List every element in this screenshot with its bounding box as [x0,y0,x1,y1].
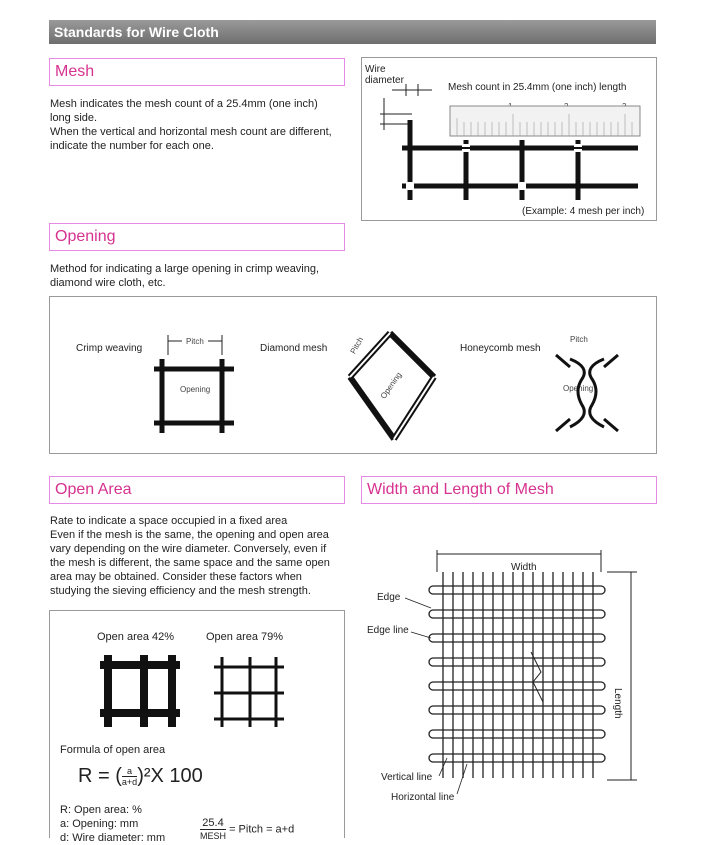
mesh-description [50,97,350,153]
open-area-section-title: Open Area [49,476,345,504]
diamond-pitch-label: Pitch [348,335,366,356]
formula-denominator: a+d [121,777,138,788]
mesh-section-title: Mesh [49,58,345,86]
open-area-42-label: Open area 42% [97,631,175,643]
opening-line-1: Method for indicating a large opening in crimp weaving, [50,263,320,275]
crimp-pitch-label: Pitch [186,337,204,346]
honeycomb-pitch-label: Pitch [570,335,588,344]
width-length-section-title: Width and Length of Mesh [361,476,657,504]
opening-diagram-box [49,296,657,454]
crimp-weaving-label: Crimp weaving [76,343,143,354]
mesh-example-label: (Example: 4 mesh per inch) [522,206,645,217]
open-area-line-2: Even if the mesh is the same, the opening and open area [50,529,329,541]
width-label: Width [511,562,537,573]
crimp-opening-label: Opening [180,385,211,394]
formula-rest: )²X 100 [137,765,203,787]
honeycomb-opening-label: Opening [563,384,594,393]
diamond-mesh-label: Diamond mesh [260,343,328,354]
open-area-79-label: Open area 79% [206,631,284,643]
mesh-line-2: long side. [50,112,98,124]
open-area-line-6: studying the sieving efficiency and the mesh strength. [50,585,311,597]
legend-r: R: Open area: % [60,804,142,816]
open-area-box [49,610,345,844]
mesh-count-label: Mesh count in 25.4mm (one inch) length [448,82,627,93]
edge-label: Edge [377,592,401,603]
wire-label-line-2: diameter [365,75,404,86]
open-area-illustrations [50,651,346,751]
open-area-line-5: area may be obtained. Consider these factors when [50,571,302,583]
wire-cloth-illustration [361,512,657,812]
opening-line-2: diamond wire cloth, etc. [50,277,166,289]
opening-section-title: Opening [49,223,345,251]
mesh-line-1: Mesh indicates the mesh count of a 25.4mm (one inch) [50,98,318,110]
open-area-description [50,514,350,598]
mesh-line-3: When the vertical and horizontal mesh count are different, [50,126,332,138]
vertical-line-label: Vertical line [381,772,433,783]
edge-line-label: Edge line [367,625,409,636]
mesh-diagram-box [361,57,657,221]
pitch-formula [200,817,294,842]
open-area-formula [78,765,203,788]
page-header: Standards for Wire Cloth [49,20,656,44]
diamond-opening-label: Opening [378,370,404,401]
formula-legend [60,803,165,845]
pitch-numerator: 25.4 [200,817,226,830]
pitch-equation: = Pitch = a+d [229,823,295,836]
length-label: Length [612,688,623,719]
mesh-line-4: indicate the number for each one. [50,140,214,152]
honeycomb-mesh-label: Honeycomb mesh [460,343,541,354]
open-area-line-3: vary depending on the wire diameter. Conversely, even if [50,543,327,555]
pitch-denominator: MESH [200,831,227,841]
mesh-weave-illustration [362,58,658,222]
open-area-line-1: Rate to indicate a space occupied in a fixed area [50,515,288,527]
horizontal-line-label: Horizontal line [391,792,455,803]
open-area-line-4: the mesh is different, the same space and the same open [50,557,330,569]
formula-r: R = ( [78,765,122,787]
formula-numerator: a [122,766,137,777]
opening-illustrations [50,297,658,455]
legend-a: a: Opening: mm [60,818,139,830]
formula-title: Formula of open area [60,744,166,756]
opening-description [50,262,360,290]
legend-d: d: Wire diameter: mm [60,832,166,844]
wire-label-line-1: Wire [365,64,386,75]
width-length-diagram [361,512,657,812]
